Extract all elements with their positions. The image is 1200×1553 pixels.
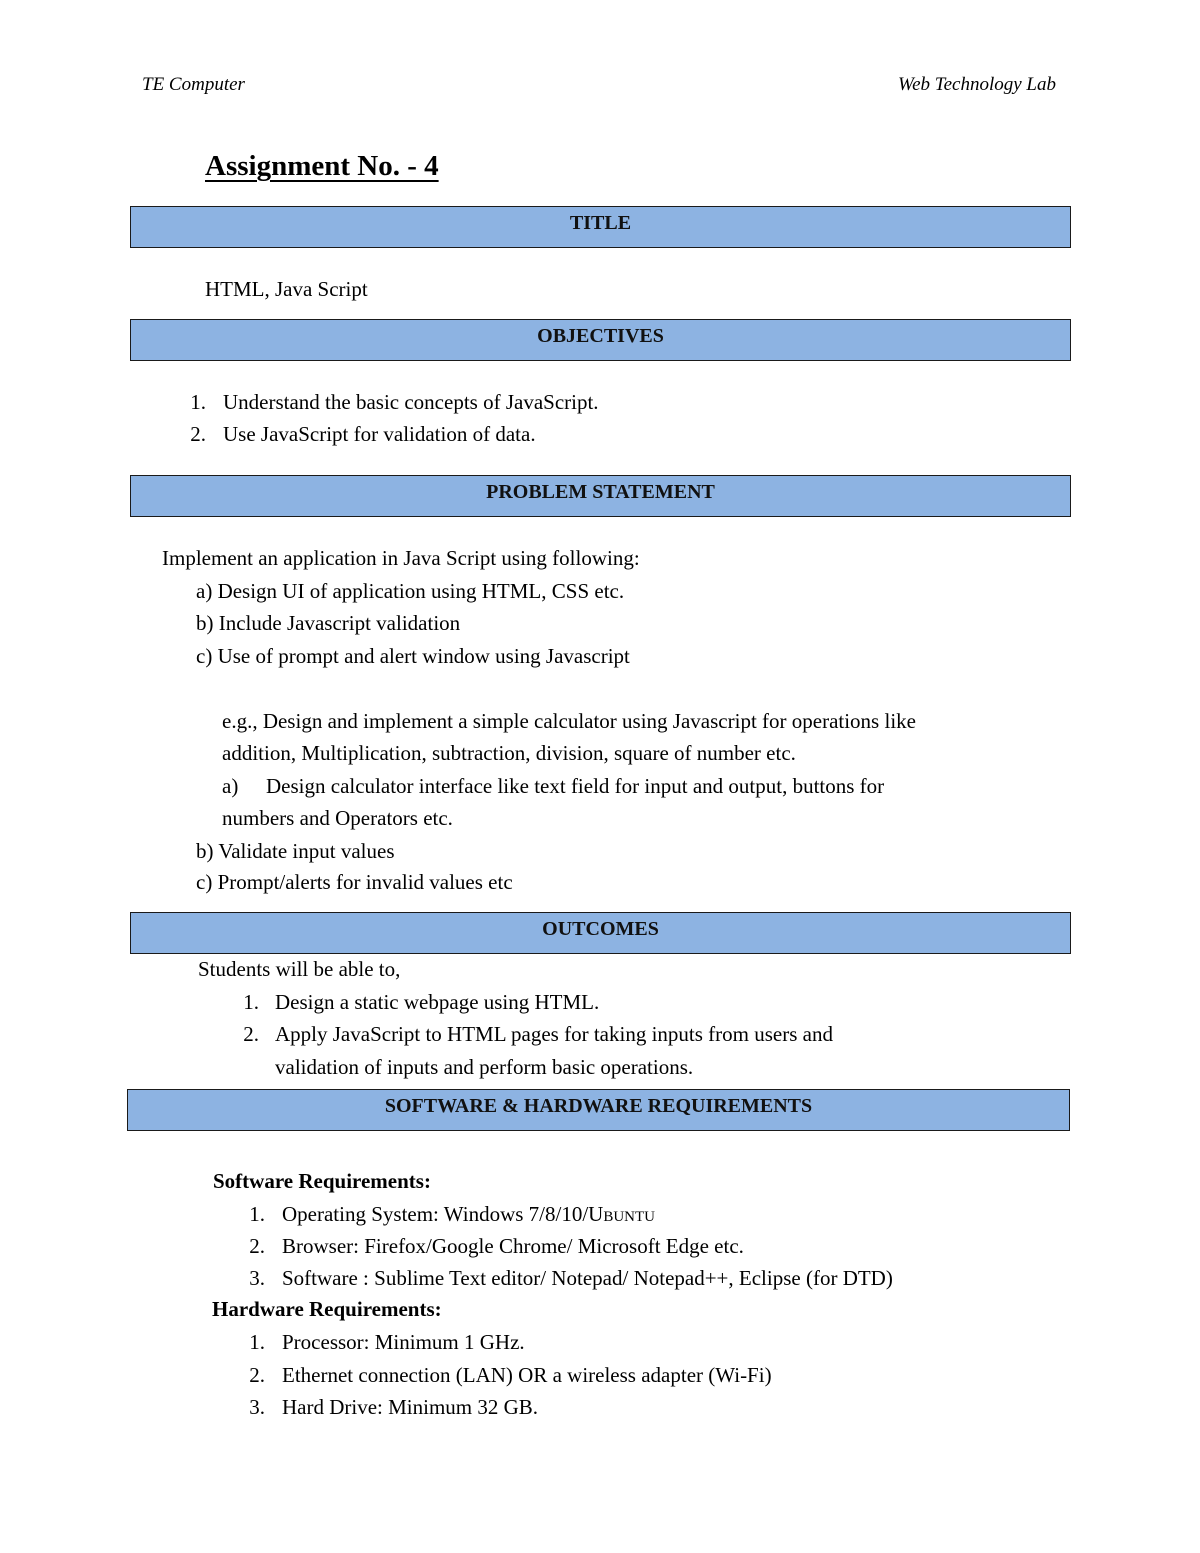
section-band-requirements (127, 1089, 1070, 1131)
hardware-number: 3. (249, 1395, 265, 1419)
example-b: b) Validate input values (196, 839, 395, 863)
software-item-text: Operating System: Windows 7/8/10/ (282, 1202, 589, 1226)
section-heading-outcomes: OUTCOMES (542, 918, 659, 940)
problem-intro: Implement an application in Java Script using following: (162, 546, 640, 570)
problem-item: b) Include Javascript validation (196, 611, 461, 635)
software-number: 2. (249, 1234, 265, 1258)
outcome-number: 2. (243, 1022, 259, 1046)
software-number: 1. (249, 1202, 265, 1226)
objective-item: Use JavaScript for validation of data. (223, 422, 536, 446)
hardware-item: Processor: Minimum 1 GHz. (282, 1330, 525, 1354)
header-left: TE Computer (142, 74, 245, 95)
problem-item: c) Use of prompt and alert window using Javascript (196, 644, 630, 668)
software-title: Software Requirements: (213, 1169, 431, 1193)
example-c: c) Prompt/alerts for invalid values etc (196, 870, 513, 894)
software-item (282, 1201, 655, 1227)
example-line: addition, Multiplication, subtraction, division, square of number etc. (222, 741, 796, 765)
outcome-item-cont: validation of inputs and perform basic operations. (275, 1055, 694, 1079)
section-band-objectives (130, 319, 1071, 361)
example-line: e.g., Design and implement a simple calculator using Javascript for operations like (222, 709, 916, 733)
section-heading-objectives: OBJECTIVES (537, 325, 664, 347)
outcome-number: 1. (243, 990, 259, 1014)
problem-item: a) Design UI of application using HTML, CSS etc. (196, 579, 625, 603)
example-a-label: a) (222, 774, 239, 798)
objective-number: 2. (190, 422, 206, 446)
outcome-item: Apply JavaScript to HTML pages for taking inputs from users and (275, 1022, 833, 1046)
hardware-title: Hardware Requirements: (212, 1297, 442, 1321)
outcomes-intro: Students will be able to, (198, 957, 401, 981)
example-a-text-cont: numbers and Operators etc. (222, 806, 453, 830)
software-item: Browser: Firefox/Google Chrome/ Microsoft Edge etc. (282, 1234, 744, 1258)
software-item: Software : Sublime Text editor/ Notepad/ Notepad++, Eclipse (for DTD) (282, 1266, 893, 1290)
software-number: 3. (249, 1266, 265, 1290)
section-heading-requirements: SOFTWARE & HARDWARE REQUIREMENTS (384, 1095, 813, 1117)
page-title: Assignment No. - 4 (205, 150, 439, 182)
software-item-os: Ubuntu (588, 1202, 656, 1226)
objective-item: Understand the basic concepts of JavaScript. (223, 390, 599, 414)
hardware-number: 1. (249, 1330, 265, 1354)
hardware-number: 2. (249, 1363, 265, 1387)
title-text: HTML, Java Script (205, 277, 368, 301)
header-right: Web Technology Lab (898, 74, 1056, 95)
hardware-item: Ethernet connection (LAN) OR a wireless adapter (Wi-Fi) (282, 1363, 772, 1387)
section-heading-problem: PROBLEM STATEMENT (486, 481, 715, 503)
section-band-title (130, 206, 1071, 248)
hardware-item: Hard Drive: Minimum 32 GB. (282, 1395, 539, 1419)
objective-number: 1. (190, 390, 206, 414)
outcome-item: Design a static webpage using HTML. (275, 990, 600, 1014)
section-band-outcomes (130, 912, 1071, 954)
section-heading-title: TITLE (569, 212, 632, 234)
section-band-problem (130, 475, 1071, 517)
example-a-text: Design calculator interface like text field for input and output, buttons for (266, 774, 885, 798)
